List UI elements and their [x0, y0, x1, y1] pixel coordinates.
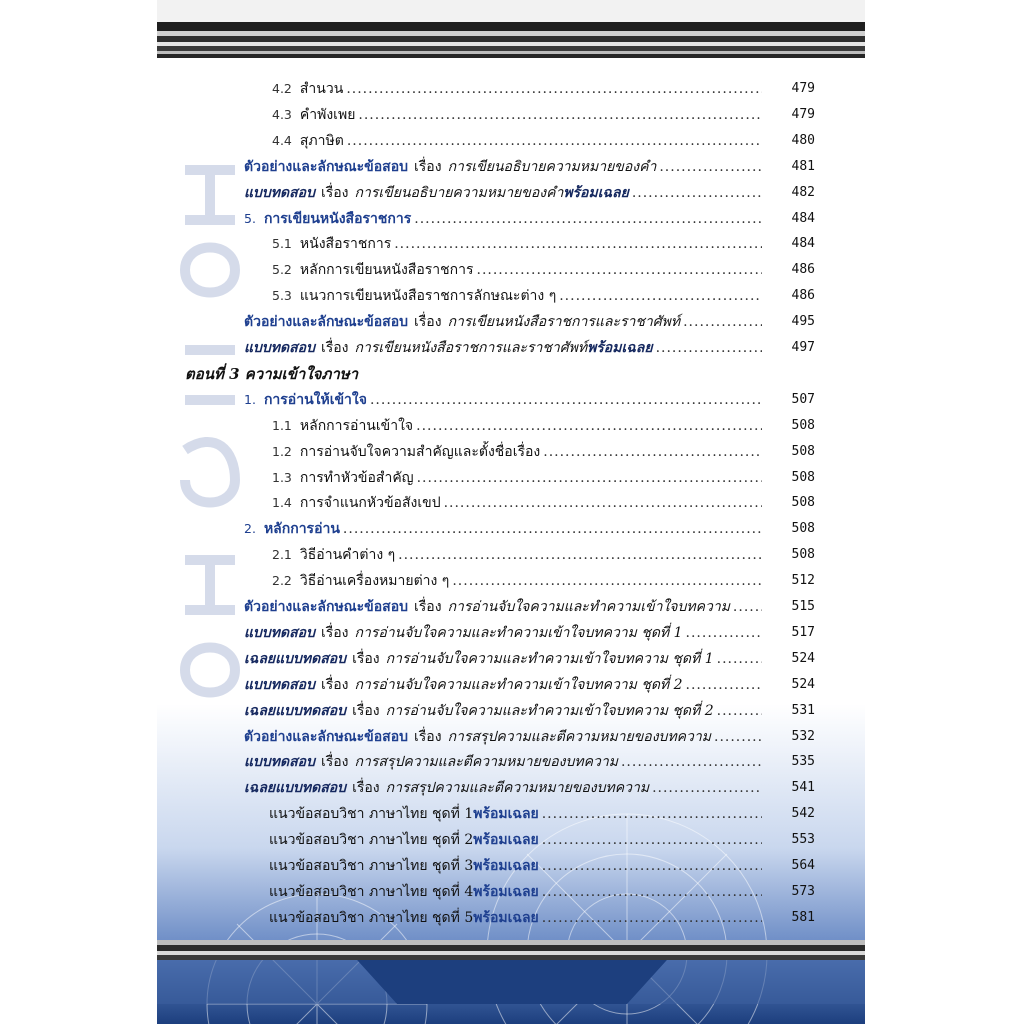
toc-entry [157, 853, 865, 879]
entry-number: 1.3 [272, 469, 292, 485]
entry-suffix: พร้อมเฉลย [473, 883, 539, 900]
page-number: 508 [791, 495, 815, 511]
entry-title: แนวการเขียนหนังสือราชการลักษณะต่าง ๆ [299, 288, 557, 305]
page-number: 484 [791, 236, 815, 252]
page-number: 480 [791, 132, 815, 148]
entry-type: แบบทดสอบ [244, 184, 315, 201]
entry-text [244, 698, 762, 724]
page-header-stripes [157, 0, 865, 72]
entry-subject-label: เรื่อง [320, 676, 349, 693]
leader-dots [686, 672, 762, 698]
toc-entry [157, 672, 865, 698]
entry-topic: การสรุปความและตีความหมายของบทความ [385, 780, 650, 797]
entry-subject-label: เรื่อง [414, 158, 442, 175]
page-number: 497 [791, 340, 815, 355]
toc-entry [157, 180, 865, 206]
leader-dots [542, 827, 762, 853]
entry-number: 2.2 [272, 573, 292, 589]
leader-dots [632, 180, 762, 206]
entry-number: 5.3 [272, 288, 292, 304]
leader-dots [621, 749, 762, 775]
entry-text [244, 672, 762, 698]
entry-text [244, 620, 762, 646]
toc-entry [157, 102, 865, 128]
page-number: 564 [791, 858, 815, 873]
entry-title: สำนวน [299, 81, 344, 97]
page-number: 553 [791, 832, 815, 848]
toc-section-heading [157, 361, 865, 387]
entry-subject-label: เรื่อง [320, 184, 349, 201]
entry-title: หลักการเขียนหนังสือราชการ [299, 262, 474, 279]
page-number: 512 [791, 573, 815, 589]
entry-number: 2. [244, 521, 256, 537]
page-number: 495 [791, 314, 815, 330]
page-number: 507 [791, 391, 815, 407]
entry-type: แบบทดสอบ [244, 340, 315, 356]
entry-topic: การอ่านจับใจความและทำความเข้าใจบทความ ชุดที่ 1 [385, 650, 714, 667]
entry-text [244, 154, 762, 180]
entry-number: 5. [244, 210, 256, 226]
toc-entry [157, 283, 865, 309]
entry-text [269, 827, 762, 853]
page-number: 531 [791, 702, 815, 718]
entry-text [244, 335, 762, 361]
leader-dots [398, 542, 762, 568]
entry-text [272, 465, 762, 491]
leader-dots [543, 439, 762, 465]
entry-number: 5.2 [272, 262, 292, 278]
entry-number: 4.3 [272, 106, 292, 122]
entry-suffix: พร้อมเฉลย [473, 806, 539, 823]
entry-topic: การสรุปความและตีความหมายของบทความ [447, 728, 711, 745]
page-number: 479 [791, 106, 815, 122]
page-number: 532 [791, 728, 815, 744]
toc-entry [157, 335, 865, 361]
page-number: 486 [791, 262, 815, 278]
page-number: 508 [791, 547, 815, 563]
entry-text [272, 102, 762, 128]
entry-text [272, 490, 762, 516]
entry-topic: การเขียนอธิบายความหมายของคำ [354, 184, 564, 201]
leader-dots [686, 620, 762, 646]
leader-dots [477, 257, 763, 283]
entry-subject-label: เรื่อง [352, 650, 380, 667]
leader-dots [542, 853, 762, 879]
entry-text [244, 387, 762, 413]
entry-subject-label: เรื่อง [320, 754, 349, 771]
entry-type: ตัวอย่างและลักษณะข้อสอบ [244, 728, 408, 745]
entry-text [272, 283, 762, 309]
entry-title: วิธีอ่านคำต่าง ๆ [299, 547, 396, 564]
toc-entry [157, 465, 865, 491]
toc-entry [157, 620, 865, 646]
leader-dots [444, 490, 762, 516]
leader-dots [414, 206, 762, 232]
page-number: 486 [791, 288, 815, 304]
entry-text [272, 439, 762, 465]
entry-text [244, 724, 762, 750]
entry-suffix: พร้อมเฉลย [563, 184, 629, 201]
leader-dots [417, 465, 762, 491]
entry-type: ตัวอย่างและลักษณะข้อสอบ [244, 158, 408, 175]
entry-title: คำพังเพย [299, 106, 356, 123]
entry-subject-label: เรื่อง [414, 314, 442, 331]
entry-topic: การสรุปความและตีความหมายของบทความ [354, 754, 618, 771]
toc-entry [157, 568, 865, 594]
toc-entry [157, 76, 865, 102]
toc-entry [157, 128, 865, 154]
toc-entry [157, 801, 865, 827]
entry-title: การอ่านจับใจความสำคัญและตั้งชื่อเรื่อง [299, 443, 541, 460]
entry-type: ตัวอย่างและลักษณะข้อสอบ [244, 599, 408, 615]
entry-text [269, 801, 762, 827]
leader-dots [358, 102, 762, 128]
entry-topic: การอ่านจับใจความและทำความเข้าใจบทความ ชุดที่ 1 [354, 624, 683, 641]
entry-text [244, 516, 762, 542]
entry-subject-label: เรื่อง [320, 624, 349, 641]
entry-number: 1.1 [272, 417, 292, 433]
entry-number: 1.2 [272, 443, 292, 459]
page-number: 508 [791, 417, 815, 433]
page-number: 484 [791, 210, 815, 226]
entry-title: หลักการอ่านเข้าใจ [299, 417, 414, 434]
page-number: 508 [791, 521, 815, 537]
toc-entry [157, 309, 865, 335]
entry-subject-label: เรื่อง [414, 599, 442, 615]
entry-title: แนวข้อสอบวิชา ภาษาไทย ชุดที่ 3 [269, 858, 474, 874]
toc-entry [157, 516, 865, 542]
toc-entry [157, 206, 865, 232]
entry-subject-label: เรื่อง [352, 702, 380, 719]
toc-entry [157, 698, 865, 724]
entry-title: การอ่านให้เข้าใจ [263, 391, 367, 408]
entry-title: วิธีอ่านเครื่องหมายต่าง ๆ [299, 573, 450, 590]
entry-number: 5.1 [272, 236, 292, 252]
entry-title: การจำแนกหัวข้อสังเขป [299, 495, 441, 512]
toc-entry [157, 490, 865, 516]
entry-topic: การอ่านจับใจความและทำความเข้าใจบทความ ชุดที่ 2 [354, 676, 683, 693]
page-number: 517 [791, 624, 815, 640]
page-number: 542 [791, 806, 815, 822]
page-number: 508 [791, 469, 815, 485]
entry-text [272, 76, 762, 102]
leader-dots [346, 76, 762, 102]
entry-text [269, 853, 762, 879]
entry-topic: การอ่านจับใจความและทำความเข้าใจบทความ [447, 599, 730, 615]
entry-type: ตัวอย่างและลักษณะข้อสอบ [244, 314, 408, 331]
page-number: 524 [791, 650, 815, 666]
toc-entry [157, 413, 865, 439]
entry-topic: การเขียนหนังสือราชการและราชาศัพท์ [447, 314, 681, 331]
entry-text [269, 879, 762, 905]
entry-number: 4.2 [272, 81, 292, 96]
leader-dots [714, 724, 762, 750]
entry-title: หลักการอ่าน [263, 521, 340, 538]
toc-entry [157, 231, 865, 257]
toc-entry [157, 905, 865, 931]
toc-entry [157, 154, 865, 180]
entry-title: สุภาษิต [299, 132, 344, 149]
entry-text [272, 568, 762, 594]
entry-text [244, 180, 762, 206]
page-number: 481 [791, 158, 815, 174]
toc-entry [157, 775, 865, 801]
entry-number: 1. [244, 391, 256, 407]
toc-entry [157, 594, 865, 620]
entry-type: เฉลยแบบทดสอบ [244, 702, 347, 719]
leader-dots [683, 309, 762, 335]
entry-topic: การเขียนหนังสือราชการและราชาศัพท์ [354, 340, 588, 356]
leader-dots [542, 801, 762, 827]
leader-dots [416, 413, 762, 439]
entry-text [244, 594, 762, 620]
leader-dots [542, 879, 762, 905]
entry-type: แบบทดสอบ [244, 676, 315, 693]
toc-entry [157, 827, 865, 853]
entry-subject-label: เรื่อง [320, 340, 349, 356]
book-page [157, 0, 865, 1024]
entry-suffix: พร้อมเฉลย [587, 340, 653, 356]
entry-title: แนวข้อสอบวิชา ภาษาไทย ชุดที่ 1 [269, 806, 474, 823]
entry-topic: การเขียนอธิบายความหมายของคำ [447, 158, 657, 175]
entry-subject-label: เรื่อง [414, 728, 442, 745]
entry-type: แบบทดสอบ [244, 754, 315, 771]
leader-dots [733, 594, 762, 620]
entry-text [272, 128, 762, 154]
entry-type: เฉลยแบบทดสอบ [244, 650, 347, 667]
page-number: 508 [791, 443, 815, 459]
toc-entry [157, 439, 865, 465]
leader-dots [717, 698, 762, 724]
page-number: 541 [791, 780, 815, 796]
entry-title: หนังสือราชการ [299, 236, 392, 253]
entry-text [244, 775, 762, 801]
leader-dots [652, 775, 762, 801]
page-number: 524 [791, 676, 815, 692]
entry-text [244, 309, 762, 335]
entry-suffix: พร้อมเฉลย [473, 909, 539, 926]
page-number: 479 [791, 81, 815, 96]
entry-text [244, 749, 762, 775]
entry-number: 1.4 [272, 495, 292, 511]
page-number: 535 [791, 754, 815, 770]
toc-entry [157, 387, 865, 413]
entry-number: 2.1 [272, 547, 292, 563]
leader-dots [394, 231, 762, 257]
entry-text [269, 905, 762, 931]
leader-dots [717, 646, 762, 672]
entry-suffix: พร้อมเฉลย [473, 832, 539, 849]
leader-dots [659, 154, 762, 180]
page-number: 515 [791, 599, 815, 614]
leader-dots [656, 335, 762, 361]
leader-dots [347, 128, 762, 154]
entry-number: 4.4 [272, 132, 292, 148]
entry-subject-label: เรื่อง [352, 780, 380, 797]
entry-suffix: พร้อมเฉลย [473, 858, 539, 874]
entry-text [244, 206, 762, 232]
entry-type: แบบทดสอบ [244, 624, 315, 641]
section-title: ตอนที่ 3 ความเข้าใจภาษา [185, 364, 359, 383]
entry-text [244, 646, 762, 672]
leader-dots [370, 387, 762, 413]
entry-type: เฉลยแบบทดสอบ [244, 780, 347, 797]
toc-entry [157, 542, 865, 568]
toc-entry [157, 724, 865, 750]
toc-entry [157, 257, 865, 283]
entry-title: การทำหัวข้อสำคัญ [299, 469, 414, 486]
leader-dots [542, 905, 762, 931]
entry-title: แนวข้อสอบวิชา ภาษาไทย ชุดที่ 5 [269, 909, 474, 926]
toc-entry [157, 749, 865, 775]
page-number: 482 [791, 184, 815, 200]
entry-title: แนวข้อสอบวิชา ภาษาไทย ชุดที่ 2 [269, 832, 474, 849]
entry-topic: การอ่านจับใจความและทำความเข้าใจบทความ ชุดที่ 2 [385, 702, 714, 719]
leader-dots [452, 568, 762, 594]
page-number: 581 [791, 909, 815, 925]
entry-text [272, 542, 762, 568]
entry-text [272, 257, 762, 283]
entry-title: การเขียนหนังสือราชการ [263, 210, 412, 227]
leader-dots [343, 516, 762, 542]
toc-entry [157, 646, 865, 672]
entry-text [272, 231, 762, 257]
leader-dots [559, 283, 762, 309]
entry-text [272, 413, 762, 439]
entry-title: แนวข้อสอบวิชา ภาษาไทย ชุดที่ 4 [269, 883, 474, 900]
page-number: 573 [791, 883, 815, 899]
toc-entry [157, 879, 865, 905]
